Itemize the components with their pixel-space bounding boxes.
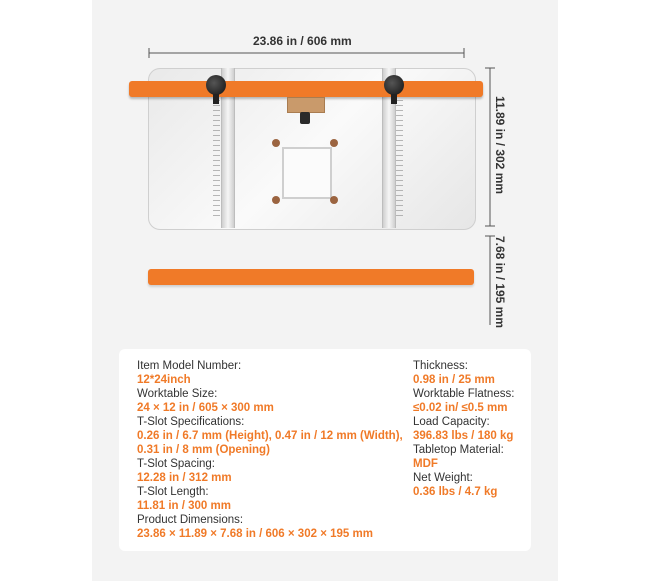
spec-value: 396.83 lbs / 180 kg <box>413 430 514 442</box>
spec-value: ≤0.02 in/ ≤0.5 mm <box>413 402 508 414</box>
spec-value: 0.26 in / 6.7 mm (Height), 0.47 in / 12 mm (Width), <box>137 430 403 442</box>
spec-label: Product Dimensions: <box>137 514 244 526</box>
spec-value: 0.31 in / 8 mm (Opening) <box>137 444 270 456</box>
spec-value: 0.36 lbs / 4.7 kg <box>413 486 498 498</box>
left-knob-stem <box>213 94 219 104</box>
width-dimension-label: 23.86 in / 606 mm <box>253 34 352 48</box>
spec-label: Tabletop Material: <box>413 444 504 456</box>
mounting-hole <box>330 139 338 147</box>
specs-right-column <box>413 359 514 499</box>
spec-label: Load Capacity: <box>413 416 490 428</box>
right-knob-stem <box>391 94 397 104</box>
spec-label: T-Slot Specifications: <box>137 416 245 428</box>
spec-value: 24 × 12 in / 605 × 300 mm <box>137 402 274 414</box>
spec-value: 11.81 in / 300 mm <box>137 500 231 512</box>
side-view-rail <box>148 269 474 285</box>
fence-rail <box>129 81 483 97</box>
depth-dimension-label: 11.89 in / 302 mm <box>493 95 507 195</box>
spec-value: 0.98 in / 25 mm <box>413 374 495 386</box>
mounting-hole <box>272 196 280 204</box>
fence-block <box>287 97 325 113</box>
left-knob-icon <box>206 75 226 95</box>
mounting-hole <box>272 139 280 147</box>
spec-label: Worktable Flatness: <box>413 388 515 400</box>
right-ruler-scale <box>396 100 403 220</box>
spec-label: Item Model Number: <box>137 360 242 372</box>
router-opening <box>282 147 332 199</box>
spec-value: 23.86 × 11.89 × 7.68 in / 606 × 302 × 195 mm <box>137 528 373 540</box>
specs-left-column <box>137 359 403 541</box>
height-dimension-label: 7.68 in / 195 mm <box>493 235 507 329</box>
mounting-hole <box>330 196 338 204</box>
spec-label: T-Slot Length: <box>137 486 209 498</box>
spec-value: 12.28 in / 312 mm <box>137 472 232 484</box>
fence-screw <box>300 112 310 124</box>
spec-label: Net Weight: <box>413 472 473 484</box>
left-ruler-scale <box>213 100 220 220</box>
spec-value: 12*24inch <box>137 374 191 386</box>
spec-value: MDF <box>413 458 438 470</box>
spec-label: Thickness: <box>413 360 468 372</box>
right-knob-icon <box>384 75 404 95</box>
spec-label: T-Slot Spacing: <box>137 458 215 470</box>
spec-label: Worktable Size: <box>137 388 218 400</box>
